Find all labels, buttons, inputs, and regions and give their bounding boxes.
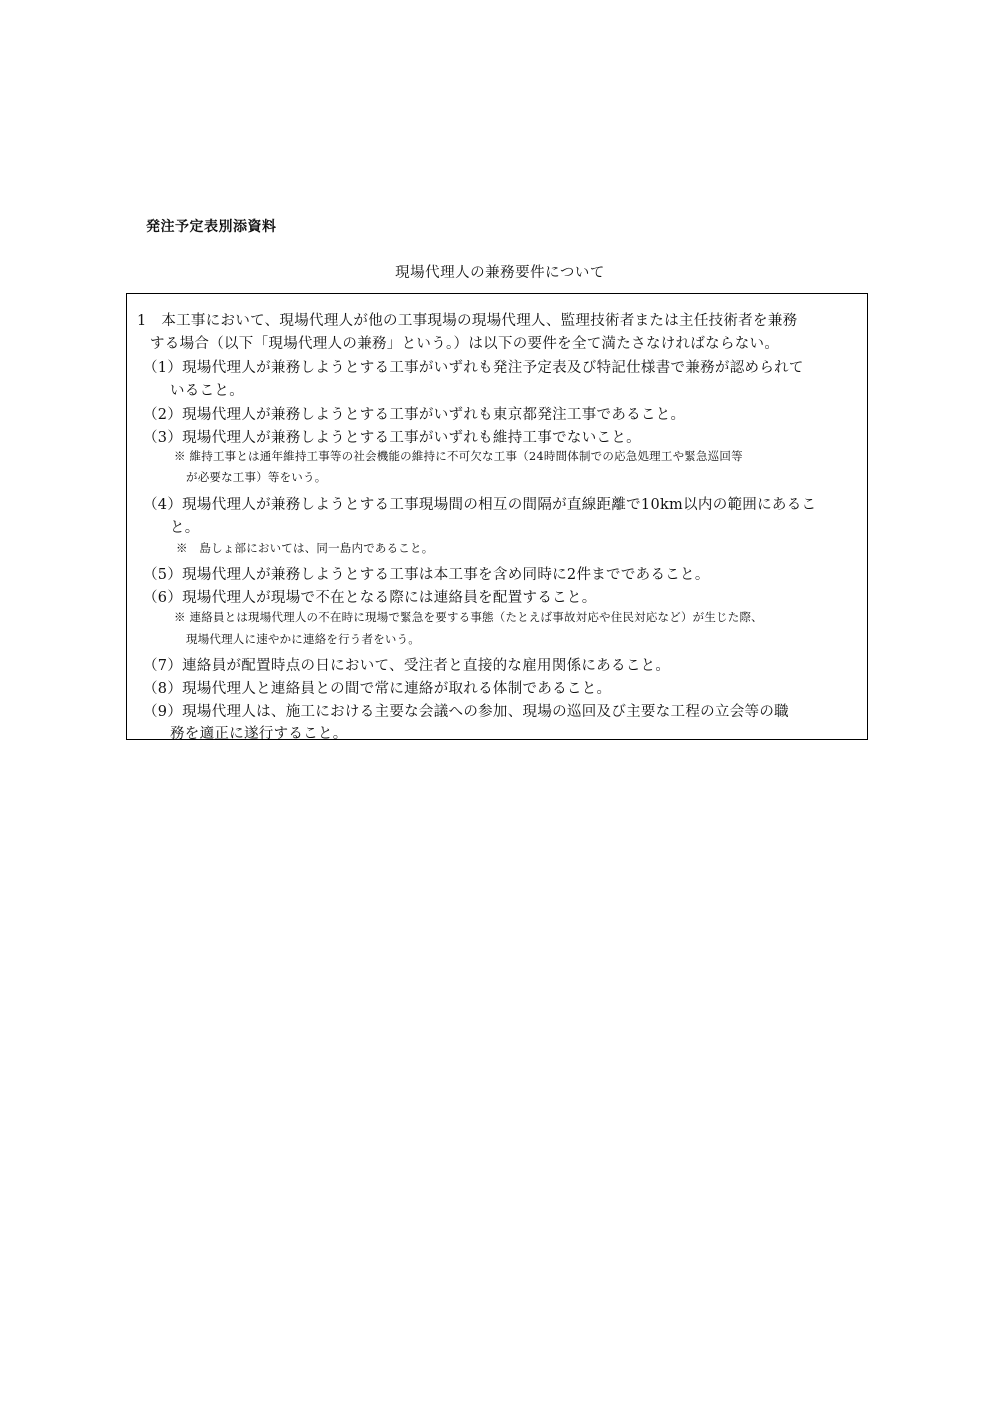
note-liaison-line-2: 現場代理人に速やかに連絡を行う者をいう。	[186, 632, 420, 646]
note-island: ※ 島しょ部においては、同一島内であること。	[176, 541, 434, 555]
requirement-item-5: （5）現場代理人が兼務しようとする工事は本工事を含め同時に2件までであること。	[143, 567, 710, 583]
requirement-item-9-line-1: （9）現場代理人は、施工における主要な会議への参加、現場の巡回及び主要な工程の立会等の職	[143, 704, 789, 720]
requirement-item-7: （7）連絡員が配置時点の日において、受注者と直接的な雇用関係にあること。	[143, 658, 671, 674]
requirement-item-1-line-1: （1）現場代理人が兼務しようとする工事がいずれも発注予定表及び特記仕様書で兼務が認められて	[143, 360, 804, 376]
document-title: 現場代理人の兼務要件について	[395, 265, 605, 281]
requirement-intro-line-2: する場合（以下「現場代理人の兼務」という。）は以下の要件を全て満たさなければならない。	[150, 336, 780, 352]
requirement-item-4-line-2: と。	[170, 520, 200, 536]
requirement-item-2: （2）現場代理人が兼務しようとする工事がいずれも東京都発注工事であること。	[143, 407, 686, 423]
note-liaison-line-1: ※ 連絡員とは現場代理人の不在時に現場で緊急を要する事態（たとえば事故対応や住民対応など）が生じた際、	[174, 610, 763, 624]
requirement-intro-line-1: 1 本工事において、現場代理人が他の工事現場の現場代理人、監理技術者または主任技術者を兼務	[137, 313, 798, 329]
requirement-item-4-line-1: （4）現場代理人が兼務しようとする工事現場間の相互の間隔が直線距離で10km以内の範囲にあるこ	[143, 497, 817, 513]
note-maintenance-line-1: ※ 維持工事とは通年維持工事等の社会機能の維持に不可欠な工事（24時間体制での応急処理工や緊急巡回等	[174, 449, 743, 463]
attachment-label: 発注予定表別添資料	[146, 219, 277, 235]
requirement-item-6: （6）現場代理人が現場で不在となる際には連絡員を配置すること。	[143, 590, 597, 606]
requirement-item-3: （3）現場代理人が兼務しようとする工事がいずれも維持工事でないこと。	[143, 430, 641, 446]
requirement-item-8: （8）現場代理人と連絡員との間で常に連絡が取れる体制であること。	[143, 681, 612, 697]
requirement-item-1-line-2: いること。	[170, 383, 244, 399]
requirement-item-9-line-2: 務を適正に遂行すること。	[170, 726, 348, 742]
note-maintenance-line-2: が必要な工事）等をいう。	[186, 470, 327, 484]
